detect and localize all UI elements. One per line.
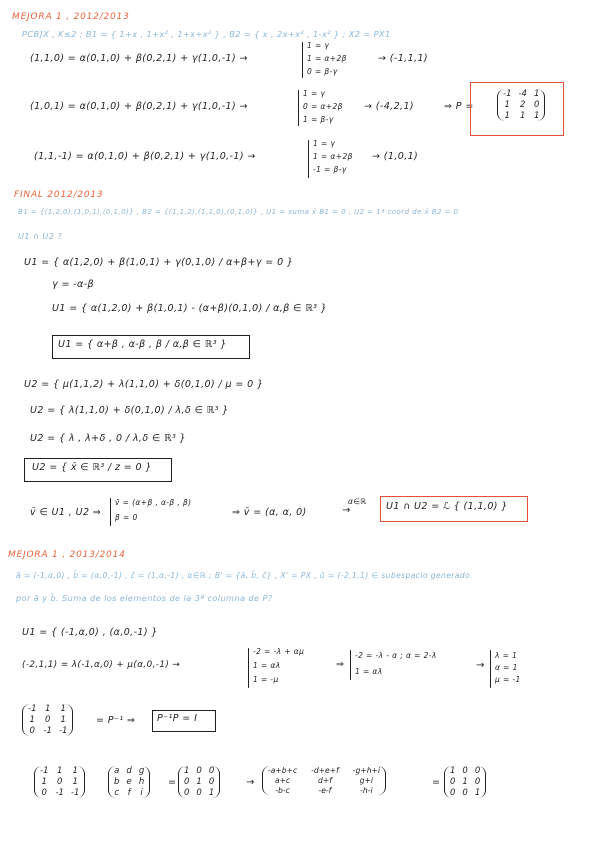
identity-boxed: P⁻¹P = I <box>157 713 198 724</box>
matrix-cell: a <box>114 766 120 776</box>
section1-res2: → (-4,2,1) <box>364 101 414 112</box>
section3-problem-2: por ā y b̄. Suma de los elementos de la 3ª columna de P? <box>16 593 273 603</box>
section1-eq2: (1,0,1) = α(0,1,0) + β(0,2,1) + γ(1,0,-1) → <box>30 101 248 112</box>
matrix-cell: -h-i <box>360 786 373 795</box>
sys3-line: 1 = α+2β <box>313 152 353 161</box>
brace <box>248 648 249 688</box>
sys1-line: 1 = α+2β <box>307 54 347 63</box>
sys-a-line: 1 = αλ <box>253 661 281 670</box>
inter-result: ⇒ v̄ = (α, α, 0) <box>232 507 307 518</box>
section1-res1: → (-1,1,1) <box>378 53 428 64</box>
inter-sys-line: v̄ = (α+β , α-β , β) <box>115 498 192 507</box>
inter-line: v̄ ∈ U1 , U2 ⇒ <box>30 507 102 518</box>
sys-b-line: 1 = αλ <box>355 667 383 676</box>
brace <box>302 42 303 78</box>
matrix-p-inverse <box>34 766 85 798</box>
p-inverse-matrix <box>22 704 73 736</box>
section2-header: FINAL 2012/2013 <box>14 190 104 200</box>
sys3-line: 1 = γ <box>313 139 336 148</box>
sys-c-line: α = 1 <box>495 663 518 672</box>
matrix-identity-2 <box>444 766 486 798</box>
brace <box>308 140 309 178</box>
matrix-cell: 0 <box>450 788 456 798</box>
section3-problem-1: ā = (-1,α,0) , b̄ = (α,0,-1) , c̄ = (1,α,-1) , α∈ℝ ; B' = {ā, b̄, c̄} , X' = PX , ū = (-2,1,1) ∈ subespacio generado <box>16 571 471 580</box>
matrix-cell: 0 <box>196 766 202 776</box>
matrix-cell: -1 <box>503 89 512 99</box>
section1-res3: → (1,0,1) <box>372 151 419 162</box>
matrix-cell: d <box>126 766 132 776</box>
sys1-line: 1 = γ <box>307 41 330 50</box>
matrix-cell: 0 <box>208 777 215 787</box>
matrix-cell: 1 <box>72 766 78 776</box>
matrix-cell: 1 <box>520 111 526 121</box>
matrix-cell: 1 <box>60 715 66 725</box>
u2-boxed: U2 = { x̄ ∈ ℝ³ / z = 0 } <box>32 462 152 473</box>
matrix-cell: 0 <box>29 726 35 736</box>
matrix-cell: -g+h+i <box>352 766 380 775</box>
gamma-line: γ = -α-β <box>52 279 95 290</box>
matrix-cell: 1 <box>184 766 190 776</box>
matrix-cell: 0 <box>474 766 481 776</box>
arrow-icon: → <box>476 660 485 671</box>
equals-sign: = <box>432 777 441 788</box>
sys-a-line: 1 = -μ <box>253 675 279 684</box>
matrix-cell: -b-c <box>275 786 290 795</box>
alpha-label: α∈ℝ <box>348 497 367 506</box>
sys-a-line: -2 = -λ + αμ <box>253 647 305 656</box>
matrix-cell: 1 <box>474 788 481 798</box>
matrix-cell: f <box>127 788 131 798</box>
implies-arrow: ⇒ <box>336 659 345 670</box>
matrix-cell: 0 <box>208 766 215 776</box>
matrix-cell: 0 <box>45 715 51 725</box>
u2-line2: U2 = { λ(1,1,0) + δ(0,1,0) / λ,δ ∈ ℝ³ } <box>30 405 229 416</box>
sys3-line: -1 = β-γ <box>313 165 347 174</box>
matrix-cell: 2 <box>520 100 526 110</box>
matrix-cell: -4 <box>518 89 527 99</box>
matrix-cell: 0 <box>196 788 202 798</box>
matrix-cell: h <box>138 777 145 787</box>
section1-eq3: (1,1,-1) = α(0,1,0) + β(0,2,1) + γ(1,0,-1) → <box>34 151 256 162</box>
matrix-cell: 0 <box>184 777 190 787</box>
matrix-cell: 1 <box>533 111 540 121</box>
section3-eq: (-2,1,1) = λ(-1,α,0) + μ(α,0,-1) → <box>22 660 181 670</box>
brace <box>298 90 299 126</box>
matrix-cell: -a+b+c <box>268 766 298 775</box>
matrix-cell: -1 <box>43 726 52 736</box>
arrow-icon: → <box>342 505 351 516</box>
matrix-cell: 1 <box>72 777 78 787</box>
section3-header: MEJORA 1 , 2013/2014 <box>8 550 126 560</box>
matrix-cell: 0 <box>41 788 47 798</box>
section2-problem: B1 = {(1,2,0),(1,0,1),(0,1,0)} , B2 = {(1,1,2),(1,1,0),(0,1,0)} , U1 = suma x̄ B1 = 0 , U2 = 1ª coord de x̄ B2 = 0 <box>18 207 459 216</box>
matrix-cell: 1 <box>41 777 47 787</box>
matrix-cell: g+i <box>359 776 374 785</box>
p-label: ⇒ P = <box>444 101 474 112</box>
section1-problem: PCB]X , K≤2 ; B1 = { 1+x , 1+x² , 1+x+x² } , B2 = { x , 2x+x² , 1-x² } ; X2 = PX1 <box>22 29 391 39</box>
section1-header: MEJORA 1 , 2012/2013 <box>12 12 130 22</box>
matrix-cell: g <box>138 766 145 776</box>
matrix-cell: 0 <box>184 788 190 798</box>
matrix-cell: i <box>140 788 143 798</box>
inter-sys-line: β = 0 <box>115 513 138 522</box>
matrix-cell: b <box>114 777 120 787</box>
matrix-p-unknowns <box>108 766 150 798</box>
u1-boxed: U1 = { α+β , α-β , β / α,β ∈ ℝ³ } <box>58 339 227 350</box>
matrix-cell: 0 <box>57 777 63 787</box>
matrix-cell: 1 <box>196 777 202 787</box>
matrix-cell: -1 <box>40 766 49 776</box>
matrix-cell: -e-f <box>318 786 332 795</box>
matrix-cell: 1 <box>450 766 456 776</box>
matrix-cell: c <box>114 788 120 798</box>
matrix-cell: 1 <box>45 704 51 714</box>
matrix-cell: 0 <box>462 788 468 798</box>
matrix-cell: -d+e+f <box>311 766 339 775</box>
matrix-cell: -1 <box>55 788 64 798</box>
matrix-cell: 0 <box>450 777 456 787</box>
p-inverse-relation: = P⁻¹ ⇒ <box>96 715 136 726</box>
matrix-cell: d+f <box>318 776 332 785</box>
u1-span: U1 = { (-1,α,0) , (α,0,-1) } <box>22 627 158 638</box>
matrix-cell: 1 <box>60 704 66 714</box>
sys-b-line: -2 = -λ - α ; α = 2-λ <box>355 651 437 660</box>
sys2-line: 1 = β-γ <box>303 115 334 124</box>
p-matrix <box>497 89 545 121</box>
brace <box>490 650 491 688</box>
matrix-cell: a+c <box>274 776 291 785</box>
matrix-cell: 0 <box>462 766 468 776</box>
brace <box>110 498 111 526</box>
sys-c-line: λ = 1 <box>495 651 518 660</box>
sys2-line: 0 = α+2β <box>303 102 343 111</box>
matrix-cell: -1 <box>58 726 68 736</box>
inter-boxed: U1 ∩ U2 = ℒ { (1,1,0) } <box>386 501 508 512</box>
equals-sign: = <box>168 777 177 788</box>
matrix-cell: 1 <box>504 111 510 121</box>
matrix-cell: 0 <box>533 100 540 110</box>
matrix-cell: 1 <box>29 715 35 725</box>
section2-question: U1 ∩ U2 ? <box>18 231 63 241</box>
brace <box>350 650 351 680</box>
matrix-cell: 1 <box>462 777 468 787</box>
arrow-icon: → <box>246 777 255 788</box>
u2-line1: U2 = { μ(1,1,2) + λ(1,1,0) + δ(0,1,0) / μ = 0 } <box>24 379 264 390</box>
matrix-cell: 1 <box>533 89 540 99</box>
matrix-product <box>262 766 386 795</box>
matrix-cell: 0 <box>474 777 481 787</box>
matrix-cell: 1 <box>504 100 510 110</box>
matrix-cell: 1 <box>208 788 215 798</box>
sys-c-line: μ = -1 <box>495 675 521 684</box>
u1-line1: U1 = { α(1,2,0) + β(1,0,1) + γ(0,1,0) / α+β+γ = 0 } <box>24 257 294 268</box>
section1-eq1: (1,1,0) = α(0,1,0) + β(0,2,1) + γ(1,0,-1) → <box>30 53 248 64</box>
sys2-line: 1 = γ <box>303 89 326 98</box>
u2-line3: U2 = { λ , λ+δ , 0 / λ,δ ∈ ℝ³ } <box>30 433 187 444</box>
matrix-identity-1 <box>178 766 220 798</box>
matrix-cell: e <box>126 777 132 787</box>
matrix-cell: -1 <box>28 704 37 714</box>
matrix-cell: 1 <box>57 766 63 776</box>
matrix-cell: -1 <box>70 788 80 798</box>
sys1-line: 0 = β-γ <box>307 67 338 76</box>
u1-line2: U1 = { α(1,2,0) + β(1,0,1) - (α+β)(0,1,0) / α,β ∈ ℝ³ } <box>52 303 328 314</box>
